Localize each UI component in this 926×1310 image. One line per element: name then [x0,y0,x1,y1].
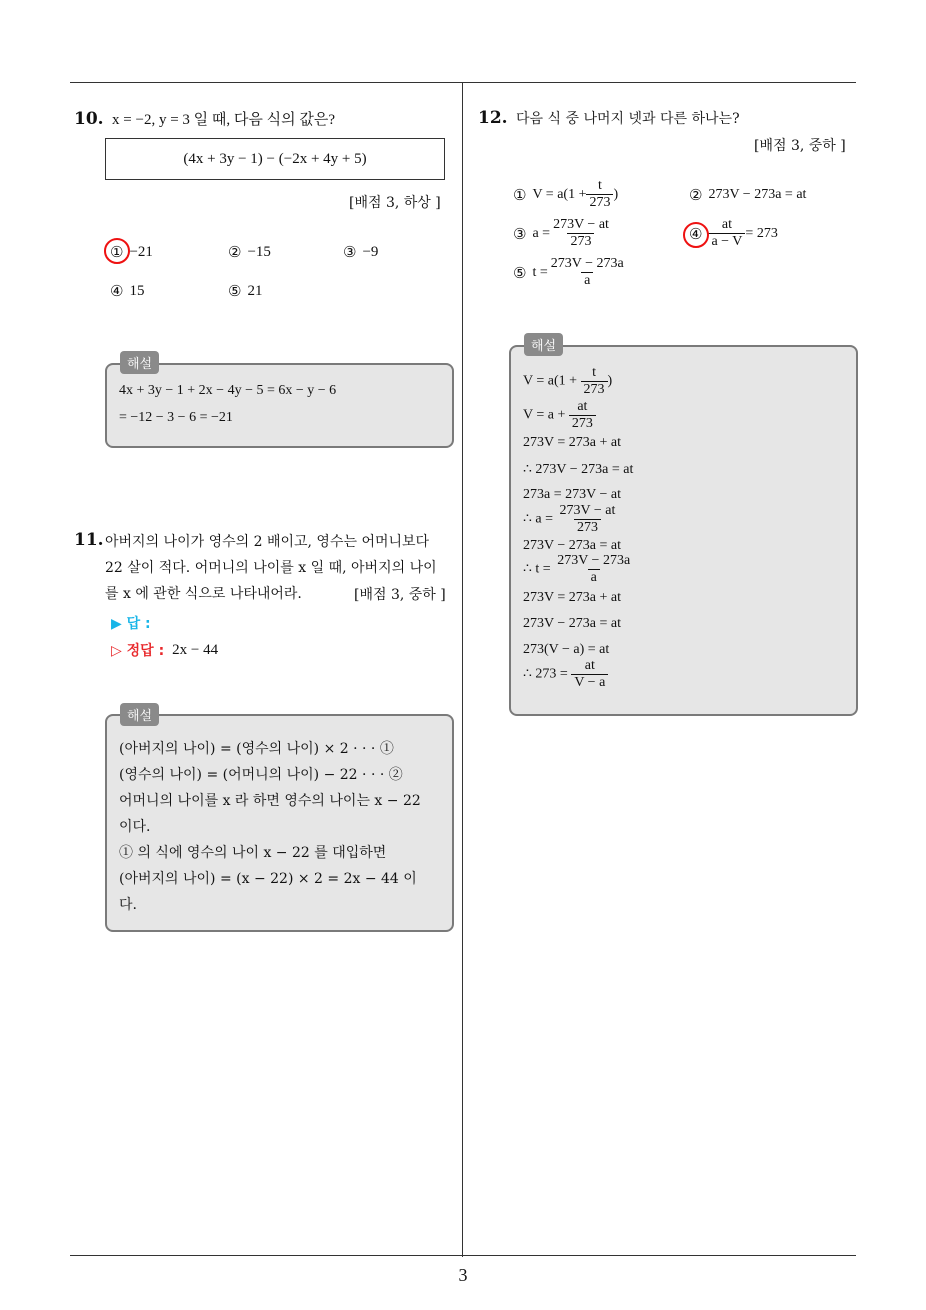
correct-answer [111,640,218,660]
denominator: 273 [567,233,594,250]
numerator: at [577,399,588,414]
fraction [586,178,613,211]
solution-lhs: ∴ 273 = [523,666,572,682]
solution-line [523,658,608,691]
answer-circle-mark [683,222,709,248]
fraction [569,399,596,432]
solution-tag: 해설 [524,333,563,356]
choice-lhs: a = [532,225,551,241]
choice-mark: ④ [110,282,124,300]
choice-mark: ① [110,243,124,261]
question-stem: 다음 식 중 나머지 넷과 다른 하나는? [516,111,740,127]
numerator: 273V − at [559,503,616,518]
choice-text: 21 [247,282,263,299]
correct-label: ▷ 정답 : [111,643,165,659]
numerator: t [598,178,602,193]
score-label: [배점 3, 중하 ] [354,587,446,603]
choice-lhs: t = [532,264,548,280]
choice-text: −9 [362,243,379,260]
page-number: 3 [458,1265,468,1285]
solution-lhs: ∴ t = [523,561,555,577]
question-stem-line: 아버지의 나이가 영수의 2 배이고, 영수는 어머니보다 [105,534,430,550]
choice-mark: ② [689,186,703,204]
solution-lhs: V = a + [523,407,569,423]
numerator: 273V − 273a [550,256,624,271]
solution-line: 다. [119,897,137,913]
choice-mark: ⑤ [228,282,242,300]
solution-line: 이다. [119,819,151,835]
solution-line: 273V = 273a + at [523,590,621,605]
choice-3[interactable] [513,217,612,250]
solution-line: (아버지의 나이) = (영수의 나이) × 2 · · · ① [119,741,394,757]
question-10-header [74,108,335,129]
choice-text: 273V − 273a = at [708,187,807,202]
choice-2[interactable] [689,186,806,204]
denominator: 273 [581,381,608,398]
question-number: 11. [74,530,104,550]
solution-box-11 [105,714,454,932]
question-11-header [74,530,108,550]
solution-lhs: ∴ a = [523,511,557,527]
solution-box-12 [509,345,858,716]
denominator: a [581,272,593,289]
fraction [708,217,745,250]
choice-5[interactable] [228,282,262,300]
solution-lhs: V = a(1 + [523,373,581,389]
solution-line: ① 의 식에 영수의 나이 x − 22 를 대입하면 [119,845,387,861]
solution-tag: 해설 [120,703,159,726]
numerator: at [584,658,595,673]
denominator: a − V [708,233,745,250]
numerator: t [592,365,596,380]
choice-rhs: = 273 [745,225,778,241]
fraction [550,217,612,250]
choice-5[interactable] [513,256,627,289]
denominator: 273 [586,194,613,211]
solution-line: 273V = 273a + at [523,435,621,450]
top-rule [70,82,856,83]
solution-line [523,399,596,432]
solution-line: (아버지의 나이) = (x − 22) × 2 = 2x − 44 이 [119,871,417,887]
solution-line: 273(V − a) = at [523,642,610,657]
question-stem: x = −2, y = 3 일 때, 다음 식의 값은? [112,112,335,128]
question-12-header [478,108,740,128]
choice-mark: ② [228,243,242,261]
choice-mark: ③ [513,224,527,243]
fraction [554,553,633,586]
fraction [557,503,619,536]
solution-line [523,553,633,586]
question-number: 12. [478,108,508,128]
correct-value: 2x − 44 [172,641,219,658]
choice-lhs: V = a(1 + [532,186,587,202]
solution-line [523,365,612,398]
question-number: 10. [74,109,104,129]
choice-text: −15 [247,243,271,260]
choice-text: 15 [129,282,145,299]
denominator: 273 [569,415,596,432]
answer-label: ▶ 답 : [111,616,151,632]
denominator: a [588,569,600,586]
answer-circle-mark [104,238,130,264]
solution-line: (영수의 나이) = (어머니의 나이) − 22 · · · ② [119,767,403,783]
numerator: 273V − 273a [557,553,631,568]
denominator: V − a [571,674,608,691]
fraction [571,658,608,691]
solution-line: = −12 − 3 − 6 = −21 [119,410,233,425]
score-label: [배점 3, 중하 ] [754,138,846,154]
column-divider [462,82,463,1257]
choice-1[interactable] [513,178,618,211]
choice-3[interactable] [343,243,378,261]
bottom-rule [70,1255,856,1256]
denominator: 273 [574,519,601,536]
fraction [581,365,608,398]
choice-text: −21 [129,243,153,260]
score-label: [배점 3, 하상 ] [349,195,441,211]
choice-mark: ④ [689,224,703,243]
solution-line [523,503,618,536]
solution-tag: 해설 [120,351,159,374]
solution-line: 273V − 273a = at [523,538,621,553]
expression-box [105,138,445,180]
choice-mark: ⑤ [513,263,527,282]
numerator: 273V − at [553,217,609,232]
solution-line: 273a = 273V − at [523,487,621,502]
solution-box-10 [105,363,454,448]
solution-rhs: ) [607,373,613,389]
fraction [548,256,627,289]
expression: (4x + 3y − 1) − (−2x + 4y + 5) [183,150,367,167]
choice-mark: ① [513,185,527,204]
solution-line: ∴ 273V − 273a = at [523,462,634,477]
solution-line: 273V − 273a = at [523,616,621,631]
question-stem-line: 22 살이 적다. 어머니의 나이를 x 일 때, 아버지의 나이 [105,560,437,576]
choice-4[interactable] [110,282,144,300]
solution-line: 4x + 3y − 1 + 2x − 4y − 5 = 6x − y − 6 [119,383,337,398]
choice-rhs: ) [613,186,619,202]
solution-line: 어머니의 나이를 x 라 하면 영수의 나이는 x − 22 [119,793,421,809]
choice-2[interactable] [228,243,271,261]
question-stem-line: 를 x 에 관한 식으로 나타내어라. [105,586,302,602]
choice-mark: ③ [343,243,357,261]
numerator: at [721,217,732,232]
